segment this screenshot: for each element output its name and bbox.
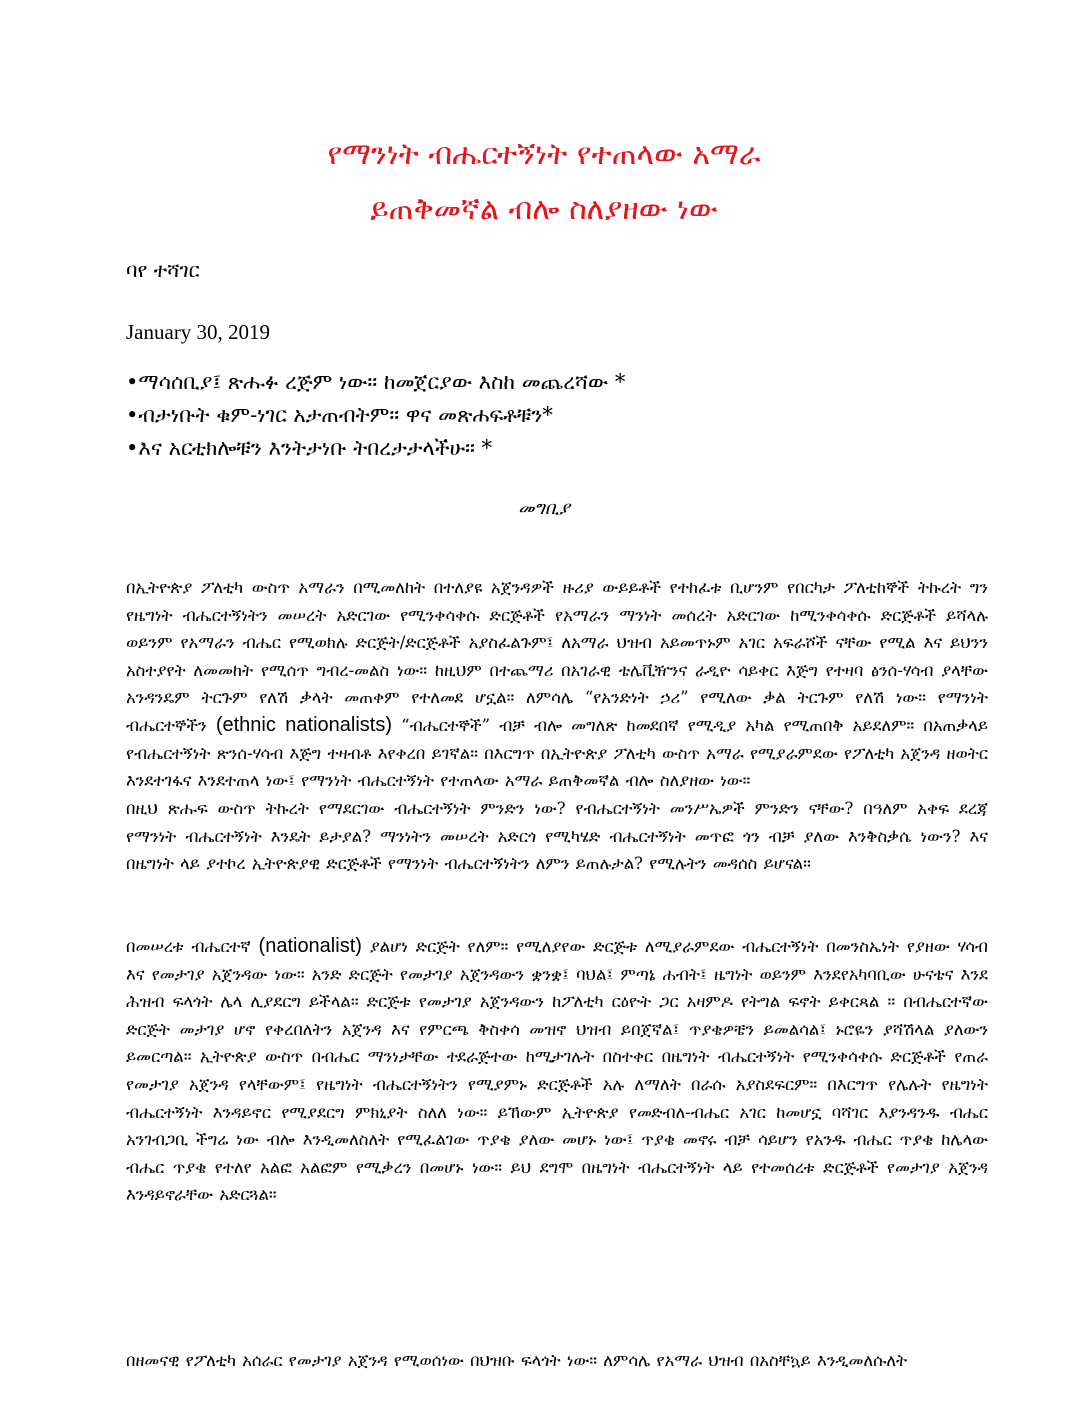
document-title-line-2: ይጠቅመኛል ብሎ ስለያዘው ነው	[370, 192, 718, 227]
paragraph	[126, 1347, 988, 1375]
author-name: ባየ ተሻገር	[126, 258, 200, 282]
notice-line: •ብታነቡት ቁም-ነገር አታጠብትም። ዋና መጽሐፍቶቹን*	[126, 403, 553, 427]
paragraph-text: በዘመናዊ የፖለቲካ አሰራር የመታገያ አጀንዳ የሚወሰነው በህዝቡ ፍላጎት ነው። ለምሳሌ የአማራ ህዝብ በአስቸኳይ እንዲመለሱለት	[126, 1351, 908, 1370]
article-body	[126, 574, 988, 1375]
paragraph-text: በኢትዮጵያ ፖለቲካ ውስጥ አማራን በሚመለከት በተለያዩ አጀንዳዎች ዙሪያ ውይይቶች የተከፈቱ ቢሆንም የበርካታ ፖለቲከኞች ትኩረት ግን የዜግነት ብሔርተኝነትን መሠረት አድርገው የሚንቀሳቀሱ ድርጅቶች የአማራን ማንነት መሰረት አድርገው ከሚንቀሳቀሱ ድርጅቶች ይሻላሉ ወይንም የአማራን ብሔር የሚወክሉ ድርጅት/ድርጅቶች አያስፈልጉም፤ ለአማራ ህዝብ አይመጥኑም አገር አፍራሾች ናቸው የሚል እና ይህንን አስተያየት ለመመከት የሚሰጥ ግብረ-መልስ ነው። ከዚህም በተጨማሪ በአገራዊ ቴሌቪዥንና ራዲዮ ሳይቀር እጅግ የተዛባ ፅንሰ-ሃሳብ ያላቸው አንዳንዴም ትርጉም የለሽ ቃላት መጠቀም የተለመደ ሆኗል። ለምሳሌ “የአንድነት ኃሪ” የሚለው ቃል ትርጉም የለሽ ነው። የማንነት ብሔርተኞችን	[126, 578, 988, 735]
paragraph-text: በዚህ ጽሑፍ ውስጥ ትኩረት የማደርገው ብሔርተኝነት ምንድን ነው? የብሔርተኝነት መንሥኤዎች ምንድን ናቸው? በዓለም አቀፍ ደረጃ የማንነት ብሔርተኝነት እንዴት ይታያል? ማንነትን መሠረት አድርጎ የሚካሄድ ብሔርተኝነት መጥፎ ጎን ብቻ ያለው እንቅስቃሴ ነውን? እና በዜግነት ላይ ያተኮረ ኢትዮጵያዊ ድርጅቶች የማንነት ብሔርተኝነትን ለምን ይጠሉታል? የሚሉትን መዳሰስ ይሆናል።	[126, 799, 988, 874]
notice-line: •እና አርቲክሎቹን እንትታነቡ ትበረታታላችሁ። *	[126, 436, 493, 460]
paragraph-text: በመሠረቱ ብሔርተኛ	[126, 937, 251, 956]
latin-term: (nationalist)	[258, 935, 362, 957]
paragraph-text: ያልሆነ ድርጅት የለም። የሚለያየው ድርጅቱ ለሚያራምደው ብሔርተኝነት በመንስኤነት የያዘው ሃሳብ እና የመታገያ አጀንዳው ነው። አንድ ድርጅት የመታገያ አጀንዳውን ቋንቋ፤ ባህል፤ ምጣኔ ሐብት፤ ዜግነት ወይንም እንደየአካባቢው ሁናቴና እንደ ሕዝብ ፍላጎት ሌላ ሊያደርግ ይችላል። ድርጅቱ የመታገያ አጀንዳውን ከፖለቲካ ርዕዮት ጋር አዛምዶ የትግል ፍኖት ይቀርጻል ። በብሔርተኛው ድርጅት መታገያ ሆኖ የቀረበለትን አጀንዳ እና የምርጫ ቅስቀሳ መዝኖ ህዝብ ይበጀኛል፤ ጥያቄዎቼን ይመልሳል፤ ኑሮዬን ያሻሽላል ያለውን ይመርጣል። ኢትዮጵያ ውስጥ በብሔር ማንነታቸው ተደራጅተው ከሚታገሉት በስተቀር በዜግነት ብሔርተኝነት የሚንቀሳቀሱ ድርጅቶች የጠራ የመታገያ አጀንዳ የላቸውም፤ የዜግነት ብሔርተኝነትን የሚያምኑ ድርጅቶች አሉ ለማለት በራሱ አያስደፍርም። በእርግጥ የሌሉት የዜግነት ብሔርተኝነት እንዳይኖር የሚያደርግ ምክኒያት ስለለ ነው። ይኸውም ኢትዮጵያ የመድብለ-ብሔር አገር ከመሆኗ ባሻገር እያንዳንዱ ብሔር አንገብጋቢ ችግሬ ነው ብሎ እንዲመለስለት የሚፈልገው ጥያቄ ያለው መሆኑ ነው፤ ጥያቄ መኖሩ ብቻ ሳይሆን የአንዱ ብሔር ጥያቄ ከሌላው ብሔር ጥያቄ የተለየ አልፎ አልፎም የሚቃረን በመሆኑ ነው። ይህ ደግሞ በዜግነት ብሔርተኝነት ላይ የተመሰረቱ ድርጅቶች የመታገያ አጀንዳ እንዳይኖራቸው አድርጓል።	[126, 937, 988, 1205]
notice-line: •ማሳሰቢያ፤ ጽሑፉ ረጅም ነው። ከመጀርያው እስከ መጨረሻው *	[126, 370, 626, 394]
document-title-line-1: የማንነት ብሔርተኝነት የተጠላው አማራ	[327, 137, 761, 172]
publication-date: January 30, 2019	[126, 320, 271, 344]
section-heading: መግቢያ	[518, 498, 570, 519]
paragraph-text: “ብሔርተኞች” ብቻ ብሎ መግለጽ ከመደበኛ የሚዲያ አካል የሚጠበቅ አይደለም። በአጠቃላይ የብሔርተኝነት ጽንሰ-ሃሳብ እጅግ ተዛብቶ እየቀረበ ይገኛል። በእርግጥ በኢትዮጵያ ፖለቲካ ውስጥ አማራ የሚያራምደው የፖለቲካ አጀንዳ ዘወትር እንደተገፋና እንደተጠላ ነው፤ የማንነት ብሔርተኝነት የተጠላው አማራ ይጠቅመኛል ብሎ ስለያዘው ነው።	[126, 715, 988, 791]
paragraph	[126, 574, 988, 795]
reader-notice	[126, 366, 986, 465]
latin-term: (ethnic nationalists)	[215, 713, 393, 736]
paragraph	[126, 933, 988, 1347]
paragraph	[126, 795, 988, 933]
